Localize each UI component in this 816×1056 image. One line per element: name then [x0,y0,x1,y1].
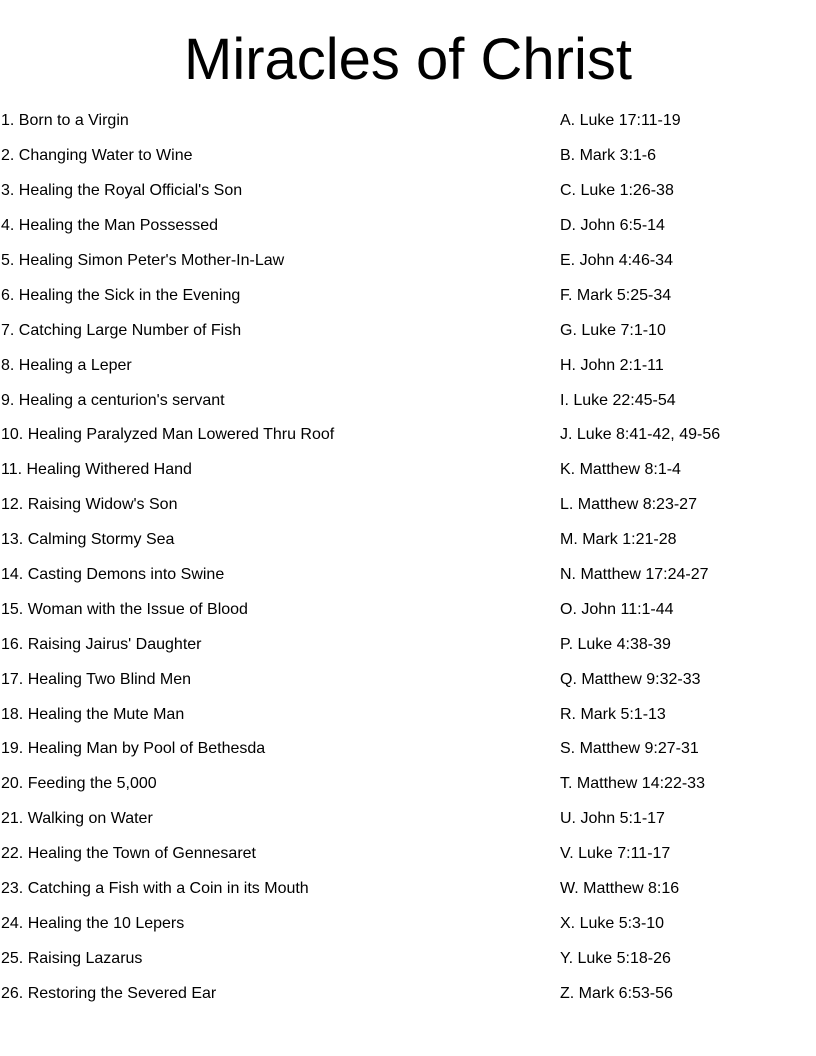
matching-row [0,662,816,697]
miracle-item: 8. Healing a Leper [1,356,132,374]
reference-item: M. Mark 1:21-28 [560,531,677,549]
matching-row [0,383,816,418]
reference-item: X. Luke 5:3-10 [560,914,665,932]
reference-item: D. John 6:5-14 [560,217,665,235]
reference-item: T. Matthew 14:22-33 [560,775,705,793]
reference-item: Z. Mark 6:53-56 [560,984,673,1002]
reference-item: W. Matthew 8:16 [560,880,680,898]
miracle-item: 4. Healing the Man Possessed [1,217,219,235]
miracle-item: 19. Healing Man by Pool of Bethesda [1,740,266,758]
miracle-item: 24. Healing the 10 Lepers [1,914,185,932]
miracle-item: 12. Raising Widow's Son [1,496,178,514]
miracle-item: 13. Calming Stormy Sea [1,531,175,549]
miracle-item: 7. Catching Large Number of Fish [1,321,242,339]
miracle-item: 2. Changing Water to Wine [1,147,193,165]
reference-item: S. Matthew 9:27-31 [560,740,699,758]
matching-row [0,941,816,976]
reference-item: B. Mark 3:1-6 [560,147,657,165]
miracle-item: 26. Restoring the Severed Ear [1,984,217,1002]
matching-row [0,627,816,662]
miracle-item: 14. Casting Demons into Swine [1,566,225,584]
matching-row [0,453,816,488]
matching-row [0,104,816,139]
matching-row [0,558,816,593]
matching-row [0,976,816,1011]
matching-row [0,592,816,627]
reference-item: L. Matthew 8:23-27 [560,496,697,514]
matching-row [0,767,816,802]
reference-item: Q. Matthew 9:32-33 [560,670,701,688]
reference-item: R. Mark 5:1-13 [560,705,666,723]
reference-item: E. John 4:46-34 [560,252,673,269]
matching-list [0,104,816,1011]
reference-item: A. Luke 17:11-19 [560,112,681,130]
reference-item: N. Matthew 17:24-27 [560,566,709,584]
matching-row [0,732,816,767]
matching-row [0,313,816,348]
miracle-item: 9. Healing a centurion's servant [1,391,225,409]
miracle-item: 10. Healing Paralyzed Man Lowered Thru Roof [1,426,335,444]
reference-item: K. Matthew 8:1-4 [560,461,681,479]
matching-row [0,488,816,523]
miracle-item: 18. Healing the Mute Man [1,705,185,723]
matching-row [0,348,816,383]
matching-row [0,872,816,907]
reference-item: U. John 5:1-17 [560,810,665,828]
reference-item: O. John 11:1-44 [560,600,674,618]
reference-item: V. Luke 7:11-17 [560,845,671,863]
reference-item: I. Luke 22:45-54 [560,391,676,409]
matching-row [0,802,816,837]
matching-row [0,174,816,209]
miracle-item: 20. Feeding the 5,000 [1,775,157,793]
miracle-item: 3. Healing the Royal Official's Son [1,182,243,200]
matching-row [0,278,816,313]
matching-row [0,697,816,732]
reference-item: H. John 2:1-11 [560,356,664,374]
miracle-item: 1. Born to a Virgin [1,112,129,130]
matching-row [0,906,816,941]
reference-item: F. Mark 5:25-34 [560,286,672,304]
miracle-item: 11. Healing Withered Hand [1,461,192,479]
reference-item: J. Luke 8:41-42, 49-56 [560,426,721,444]
miracle-item: 15. Woman with the Issue of Blood [1,600,248,618]
reference-item: Y. Luke 5:18-26 [560,949,671,967]
reference-item: P. Luke 4:38-39 [560,635,671,653]
matching-row [0,837,816,872]
matching-row [0,244,816,279]
miracle-item: 6. Healing the Sick in the Evening [1,286,241,304]
matching-row [0,418,816,453]
miracle-item: 22. Healing the Town of Gennesaret [1,845,256,863]
matching-row [0,139,816,174]
reference-item: C. Luke 1:26-38 [560,182,674,200]
miracle-item: 17. Healing Two Blind Men [1,670,192,688]
matching-row [0,523,816,558]
miracle-item: 16. Raising Jairus' Daughter [1,635,202,653]
matching-row [0,209,816,244]
miracle-item: 23. Catching a Fish with a Coin in its Mouth [1,880,309,898]
miracle-item: 5. Healing Simon Peter's Mother-In-Law [1,252,285,269]
miracle-item: 25. Raising Lazarus [1,949,143,967]
miracle-item: 21. Walking on Water [1,810,153,828]
reference-item: G. Luke 7:1-10 [560,321,666,339]
page-title: Miracles of Christ [184,27,632,92]
